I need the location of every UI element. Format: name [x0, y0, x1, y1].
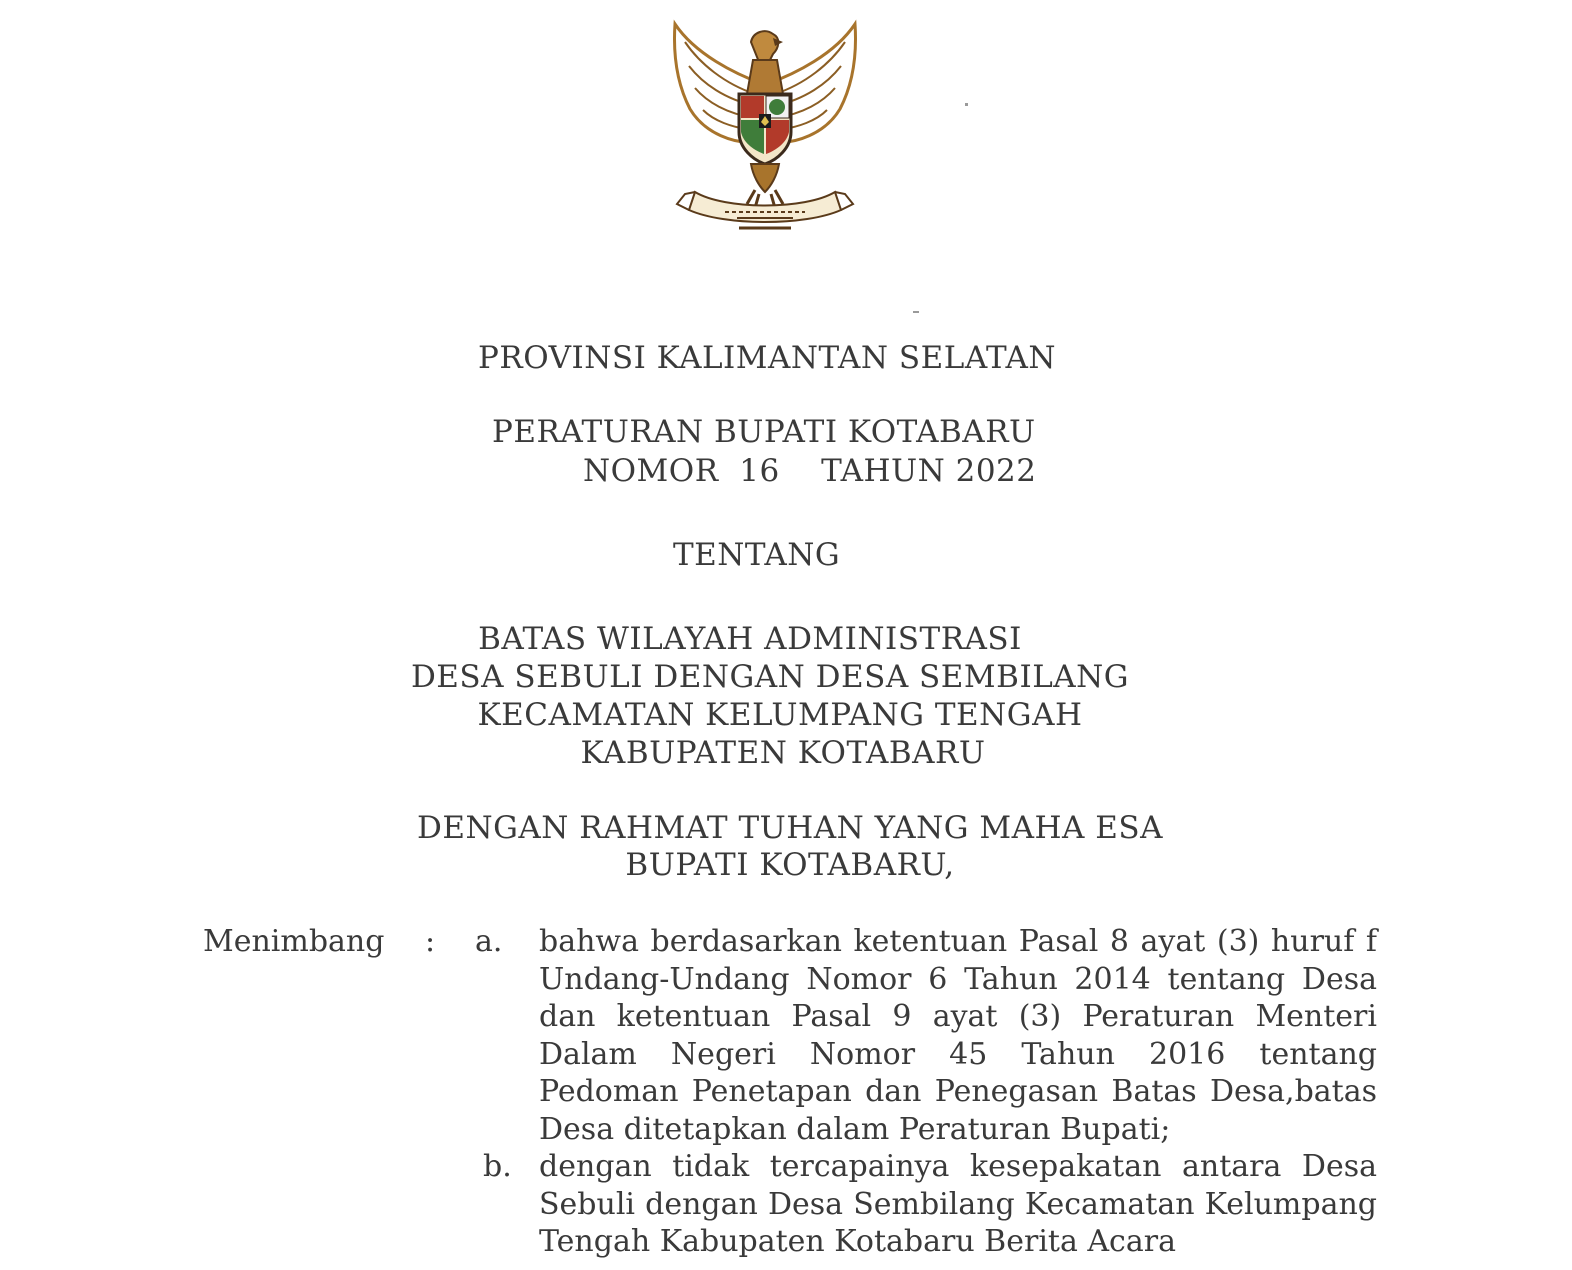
considering-label: Menimbang: [203, 924, 385, 959]
about-heading: TENTANG: [673, 537, 841, 573]
considering-colon: :: [425, 924, 436, 959]
consideration-letter: b.: [483, 1149, 512, 1184]
subject-line-3: KECAMATAN KELUMPANG TENGAH: [477, 697, 1083, 733]
scan-speck: [965, 103, 968, 106]
regulation-number: NOMOR 16 TAHUN 2022: [583, 453, 1037, 489]
official-title: BUPATI KOTABARU,: [625, 847, 955, 883]
subject-line-2: DESA SEBULI DENGAN DESA SEMBILANG: [410, 659, 1130, 695]
province-title: PROVINSI KALIMANTAN SELATAN: [478, 340, 1057, 376]
garuda-emblem-icon: [655, 14, 875, 236]
regulation-title: PERATURAN BUPATI KOTABARU: [492, 414, 1036, 450]
subject-line-4: KABUPATEN KOTABARU: [580, 735, 986, 771]
consideration-letter: a.: [475, 924, 503, 959]
blessing-line: DENGAN RAHMAT TUHAN YANG MAHA ESA: [416, 810, 1164, 846]
consideration-text: bahwa berdasarkan ketentuan Pasal 8 ayat (3) huruf f Undang-Undang Nomor 6 Tahun 2014 tentang Desa dan ketentuan Pasal 9 ayat (3) Peraturan Menteri Dalam Negeri Nomor 45 Tahun 2016 tentang Pedoman Penetapan dan Penegasan Batas Desa,batas Desa ditetapkan dalam Peraturan Bupati;: [539, 924, 1377, 1147]
subject-line-1: BATAS WILAYAH ADMINISTRASI: [478, 621, 1022, 657]
scan-speck: [913, 311, 919, 313]
consideration-text: dengan tidak tercapainya kesepakatan antara Desa Sebuli dengan Desa Sembilang Kecamatan Kelumpang Tengah Kabupaten Kotabaru Berita Acara: [539, 1149, 1377, 1259]
